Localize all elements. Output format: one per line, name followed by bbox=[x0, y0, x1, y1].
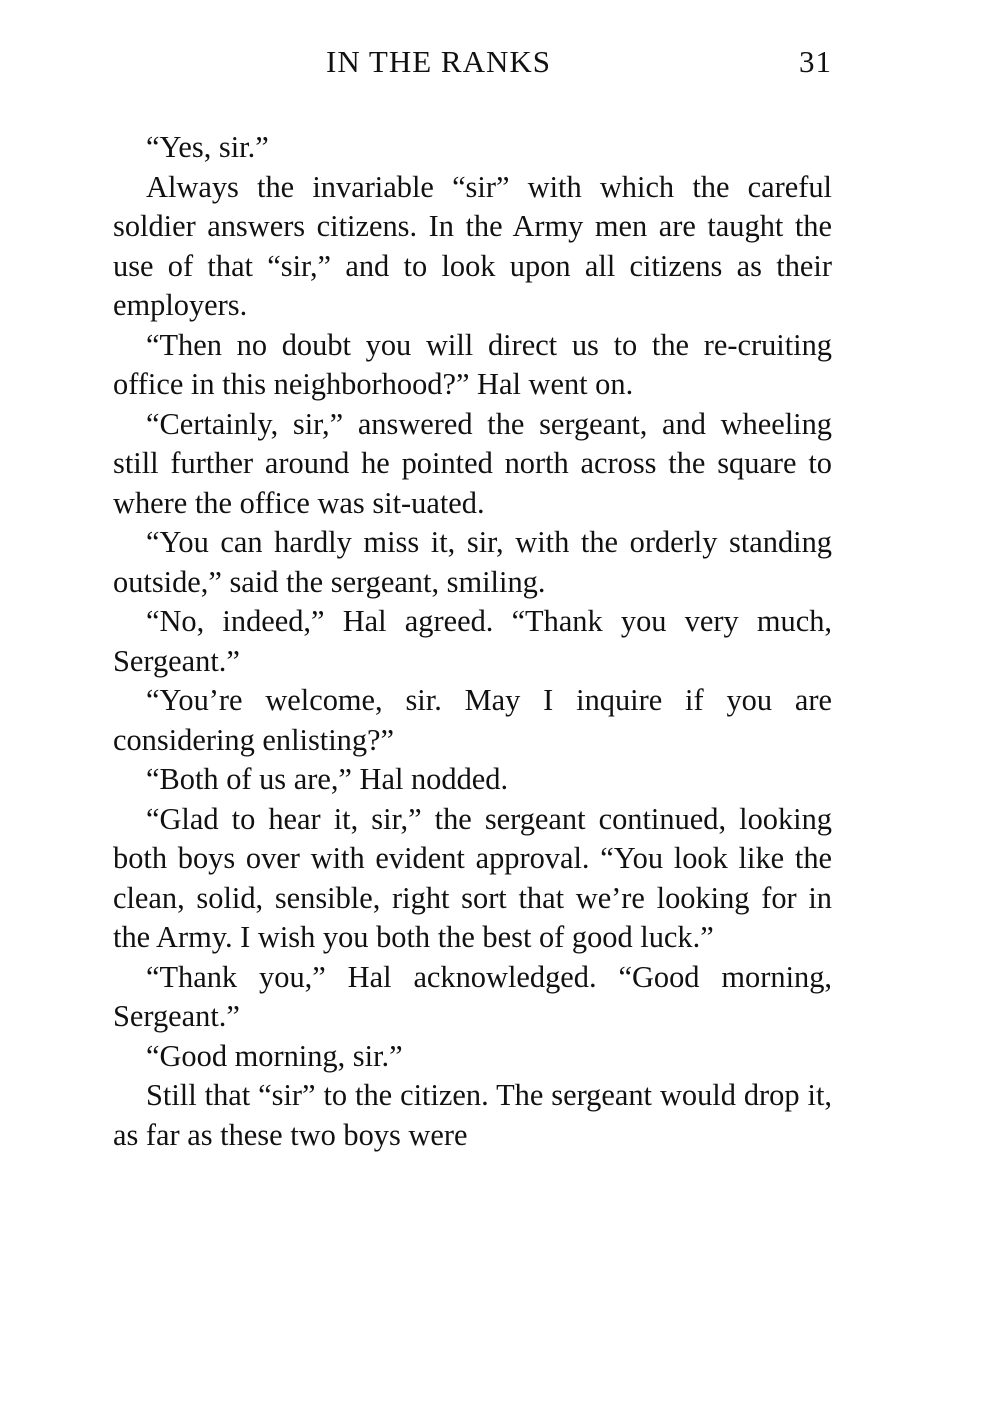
paragraph: “Both of us are,” Hal nodded. bbox=[146, 762, 509, 796]
running-head bbox=[113, 44, 832, 94]
paragraph: “Certainly, sir,” answered the sergeant, and wheeling still further around he pointed north across the square to where the office was sit-uated. bbox=[113, 406, 832, 520]
body-text bbox=[113, 128, 832, 1155]
paragraph: “No, indeed,” Hal agreed. “Thank you very much, Sergeant.” bbox=[113, 604, 832, 678]
paragraph: “Thank you,” Hal acknowledged. “Good morning, Sergeant.” bbox=[113, 959, 832, 1033]
paragraph: “Yes, sir.” bbox=[146, 130, 269, 164]
paragraph: Always the invariable “sir” with which the careful soldier answers citizens. In the Army men are taught the use of that “sir,” and to look upon all citizens as their employers. bbox=[113, 169, 832, 322]
running-title: IN THE RANKS bbox=[326, 44, 551, 79]
paragraph: “You’re welcome, sir. May I inquire if you are considering enlisting?” bbox=[113, 683, 832, 757]
paragraph: “Good morning, sir.” bbox=[146, 1038, 403, 1073]
page-number: 31 bbox=[799, 44, 832, 79]
paragraph: “Glad to hear it, sir,” the sergeant continued, looking both boys over with evident approval. “You look like the clean, solid, sensible, right sort that we’re looking for in the Army. I wish you both the best of good luck.” bbox=[113, 801, 832, 954]
paragraph: “You can hardly miss it, sir, with the orderly standing outside,” said the sergeant, smiling. bbox=[113, 525, 832, 599]
paragraph: Still that “sir” to the citizen. The sergeant would drop it, as far as these two boys were bbox=[113, 1078, 832, 1152]
paragraph: “Then no doubt you will direct us to the re-cruiting office in this neighborhood?” Hal went on. bbox=[113, 327, 832, 401]
